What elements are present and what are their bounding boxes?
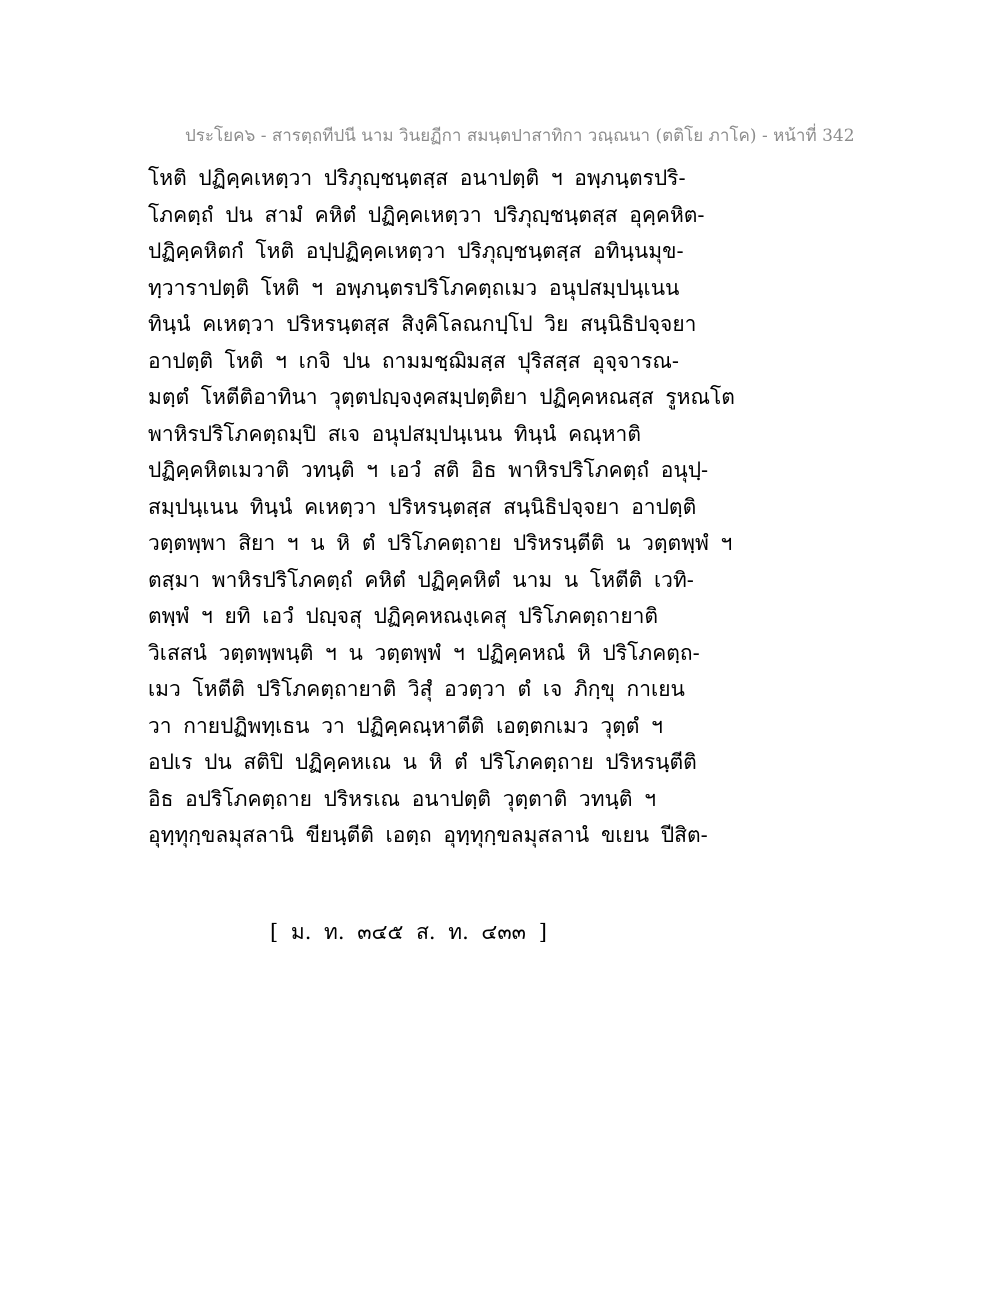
text-line-5: ทินฺนํ คเหตฺวา ปริหรนฺตสฺส สิงฺคิโลณกปฺโป วิย สนฺนิธิปจฺจยา [148,312,697,336]
text-line-7: มตฺตํ โหตีติอาทินา วุตฺตปญฺจงฺคสมฺปตฺติยา ปฏิคฺคหณสฺส รูหณโต [148,385,735,409]
text-line-3: ปฏิคฺคหิตกํ โหติ อปฺปฏิคฺคเหตฺวา ปริภุญฺชนฺตสฺส อทินฺนมุข- [148,239,684,263]
text-line-6: อาปตฺติ โหติ ฯ เกจิ ปน ถามมชฺฌิมสฺส ปุริสสฺส อุจฺจารณ- [148,348,679,373]
text-line-15: เมว โหตีติ ปริโภคตฺถายาติ วิสุํ อวตฺวา ตํ เจ ภิกฺขุ กาเยน [148,677,685,701]
text-line-16: วา กายปฏิพทฺเธน วา ปฏิคฺคณฺหาตีติ เอตฺตกเมว วุตฺตํ ฯ [148,713,663,738]
text-line-14: วิเสสนํ วตฺตพฺพนฺติ ฯ น วตฺตพฺพํ ฯ ปฏิคฺคหณํ หิ ปริโภคตฺถ- [148,640,700,665]
text-line-10: สมฺปนฺเนน ทินฺนํ คเหตฺวา ปริหรนฺตสฺส สนฺนิธิปจฺจยา อาปตฺติ [148,494,697,519]
text-line-8: พาหิรปริโภคตฺถมฺปิ สเจ อนุปสมฺปนฺเนน ทินฺนํ คณฺหาติ [148,421,641,446]
text-line-4: ทฺวาราปตฺติ โหติ ฯ อพฺภนฺตรปริโภคตฺถเมว อนุปสมฺปนฺเนน [148,275,680,300]
text-line-18: อิธ อปริโภคตฺถาย ปริหรเณ อนาปตฺติ วุตฺตาติ วทนฺติ ฯ [148,786,656,811]
text-line-2: โภคตฺถํ ปน สามํ คหิตํ ปฏิคฺคเหตฺวา ปริภุญฺชนฺตสฺส อุคฺคหิต- [148,202,705,227]
running-header: ประโยค๖ - สารตฺถทีปนี นาม วินยฏีกา สมนฺตปาสาทิกา วณฺณนา (ตติโย ภาโค) - หน้าที่ 342 [185,126,855,146]
text-line-9: ปฏิคฺคหิตเมวาติ วทนฺติ ฯ เอวํ สติ อิธ พาหิรปริโภคตฺถํ อนุปฺ- [148,458,709,482]
text-line-1: โหติ ปฏิคฺคเหตฺวา ปริภุญฺชนฺตสฺส อนาปตฺติ ฯ อพฺภนฺตรปริ- [148,166,686,190]
body-text [148,160,868,854]
text-line-19: อุทฺทุกฺขลมุสลานิ ขียนฺตีติ เอตฺถ อุทฺทุกฺขลมุสลานํ ขเยน ปีสิต- [148,823,708,847]
text-line-17: อปเร ปน สติปิ ปฏิคฺคหเณ น หิ ตํ ปริโภคตฺถาย ปริหรนฺตีติ [148,750,697,774]
text-line-11: วตฺตพฺพา สิยา ฯ น หิ ตํ ปริโภคตฺถาย ปริหรนฺตีติ น วตฺตพฺพํ ฯ [148,531,733,555]
text-line-13: ตพฺพํ ฯ ยทิ เอวํ ปญฺจสุ ปฏิคฺคหณงฺเคสุ ปริโภคตฺถายาติ [148,604,659,628]
page-reference-footnote: [ ม. ท. ๓๔๕ ส. ท. ๔๓๓ ] [270,920,547,944]
text-line-12: ตสฺมา พาหิรปริโภคตฺถํ คหิตํ ปฏิคฺคหิตํ นาม น โหตีติ เวทิ- [148,567,694,592]
